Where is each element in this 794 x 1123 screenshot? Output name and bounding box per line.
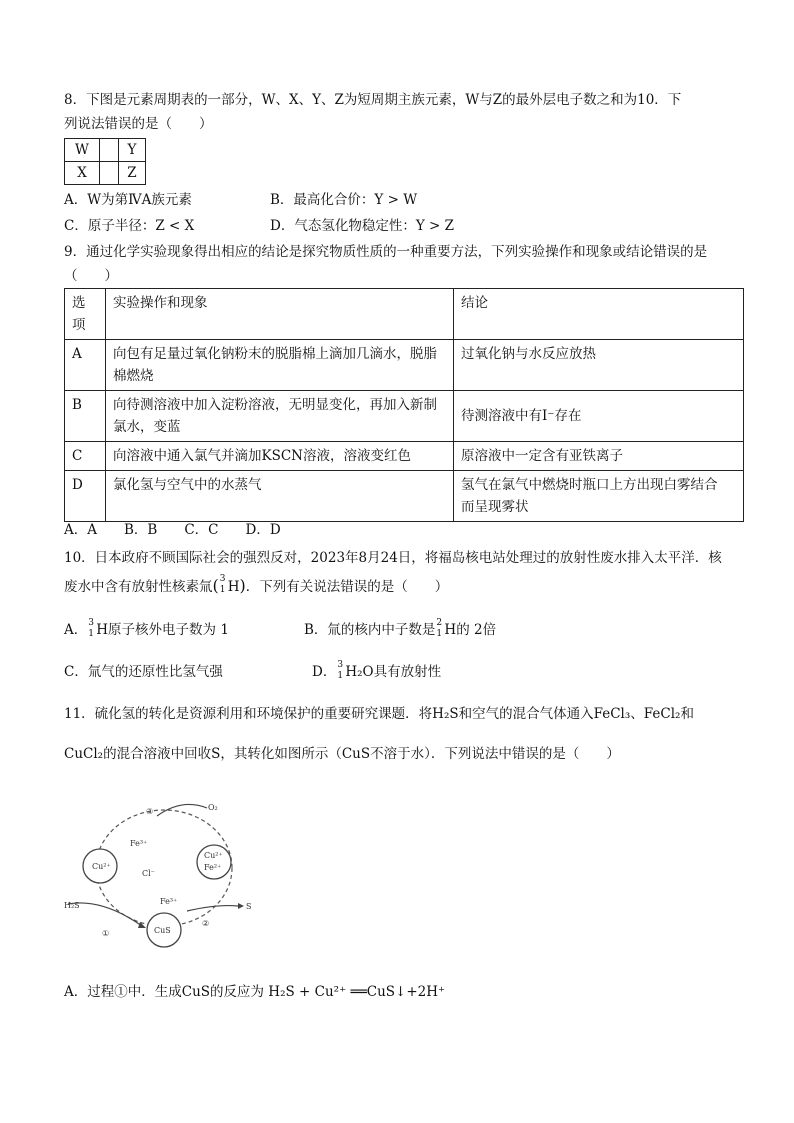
q10-option-b (304, 620, 496, 640)
grid-cell: W (65, 139, 100, 162)
conversion-cycle-diagram (62, 786, 267, 956)
row-conclusion: 原溶液中一定含有亚铁离子 (454, 442, 744, 471)
atomic-number: 1 (219, 585, 226, 595)
q11-stem-line1: 11．硫化氢的转化是资源利用和环境保护的重要研究课题．将H₂S和空气的混合气体通入FeCl₃、FeCl₂和 (64, 706, 694, 722)
header-option-part: 选 (72, 295, 86, 311)
conclusion-line: 氢气在氯气中燃烧时瓶口上方出现白雾结合 (461, 477, 718, 493)
label-step1: ① (102, 929, 110, 938)
option-text: H原子核外电子数为 1 (96, 622, 229, 638)
label-fe: Fe³⁺ (130, 839, 148, 848)
conclusion-line: 而呈现雾状 (461, 499, 529, 515)
mass-number: 3 (337, 660, 344, 670)
label-fe2: Fe²⁺ (204, 863, 222, 872)
label-step2: ② (202, 919, 210, 928)
mass-number: 3 (219, 574, 226, 584)
operation-line: 向包有足量过氧化钠粉末的脱脂棉上滴加几滴水，脱脂 (113, 346, 437, 362)
grid-cell: Y (119, 139, 146, 162)
table-row (65, 442, 744, 471)
operation-line: 向待测溶液中加入淀粉溶液，无明显变化，再加入新制 (113, 397, 437, 413)
q8-option-c: C．原子半径：Z < X (64, 218, 195, 234)
grid-cell (100, 162, 119, 185)
label-step3: ③ (146, 807, 154, 816)
row-option: C (65, 442, 106, 471)
header-option-part: 项 (72, 317, 86, 333)
operation-line: 氯水，变蓝 (113, 419, 181, 435)
option-label: A． (64, 622, 88, 638)
label-s: S (246, 902, 252, 911)
header-operation: 实验操作和现象 (106, 289, 454, 340)
q10-stem-text: ．下列有关说法错误的是（ ） (245, 579, 449, 595)
grid-cell: X (65, 162, 100, 185)
row-option: A (65, 340, 106, 391)
q9-stem-line2: （ ） (64, 268, 118, 284)
operation-line: 棉燃烧 (113, 368, 154, 384)
atomic-number: 1 (436, 629, 443, 639)
table-row (65, 391, 744, 442)
q9-stem-line1: 9．通过化学实验现象得出相应的结论是探究物质性质的一种重要方法，下列实验操作和现象或结论错误的是 (64, 244, 708, 260)
tritium-symbol-close: ) (239, 576, 246, 595)
row-conclusion: 过氧化钠与水反应放热 (454, 340, 744, 391)
option-text: H₂O具有放射性 (345, 664, 442, 680)
row-operation: 氯化氢与空气中的水蒸气 (106, 471, 454, 522)
q8-stem-line2: 列说法错误的是（ ） (64, 116, 213, 132)
grid-cell (100, 139, 119, 162)
row-conclusion (454, 471, 744, 522)
arrow-head (238, 903, 244, 909)
s-arrow (187, 906, 238, 911)
label-cu2: Cu²⁺ (204, 851, 223, 860)
row-operation (106, 391, 454, 442)
option-label: D． (312, 664, 337, 680)
option-text: B．氚的核内中子数是 (304, 622, 436, 638)
label-cl: Cl⁻ (142, 869, 155, 878)
mass-number: 3 (88, 618, 94, 628)
q8-option-a: A．W为第ⅣA族元素 (64, 192, 192, 208)
q10-stem-text: 废水中含有放射性核素氚 (64, 579, 213, 595)
nuclide-notation (435, 620, 444, 640)
row-conclusion: 待测溶液中有I⁻存在 (454, 391, 744, 442)
label-o2: O₂ (208, 803, 218, 812)
mass-number: 2 (436, 618, 443, 628)
q10-stem-line2 (64, 576, 448, 597)
option-text: H的 2倍 (444, 622, 497, 638)
atomic-number: 1 (337, 671, 344, 681)
q9-answer-options: A．A B．B C．C D．D (64, 522, 281, 538)
q10-option-a (64, 620, 229, 640)
row-option: D (65, 471, 106, 522)
tritium-symbol: ( (212, 576, 219, 595)
q11-option-a: A．过程①中．生成CuS的反应为 H₂S + Cu²⁺ ══CuS↓+2H⁺ (64, 984, 446, 1000)
row-option: B (65, 391, 106, 442)
table-row (65, 471, 744, 522)
q8-option-b: B．最高化合价：Y > W (270, 192, 418, 208)
nuclide-notation (87, 620, 96, 640)
nuclide-notation (336, 662, 345, 682)
row-operation: 向溶液中通入氯气并滴加KSCN溶液，溶液变红色 (106, 442, 454, 471)
q10-option-c: C．氚气的还原性比氢气强 (64, 664, 223, 680)
q8-stem-line1: 8．下图是元素周期表的一部分，W、X、Y、Z为短周期主族元素，W与Z的最外层电子数之和为10．下 (64, 92, 682, 108)
table-row (65, 340, 744, 391)
q11-stem-line2: CuCl₂的混合溶液中回收S，其转化如图所示（CuS不溶于水）．下列说法中错误的是（ ） (64, 746, 620, 762)
label-h2s: H₂S (64, 901, 80, 910)
periodic-table-fragment (64, 138, 146, 185)
nuclide-notation (219, 576, 228, 596)
table-header-row (65, 289, 744, 340)
grid-cell: Z (119, 162, 146, 185)
q10-option-d (312, 662, 441, 682)
experiment-table (64, 288, 744, 522)
element-symbol: H (227, 579, 240, 595)
label-cu: Cu²⁺ (92, 862, 111, 871)
label-cus: CuS (154, 926, 171, 935)
atomic-number: 1 (88, 629, 94, 639)
row-operation (106, 340, 454, 391)
q8-option-d: D．气态氢化物稳定性：Y > Z (270, 218, 455, 234)
q10-stem-line1: 10．日本政府不顾国际社会的强烈反对，2023年8月24日，将福岛核电站处理过的放射性废水排入太平洋．核 (64, 550, 722, 566)
label-fe3: Fe³⁺ (160, 897, 178, 906)
header-conclusion: 结论 (454, 289, 744, 340)
header-option (65, 289, 106, 340)
